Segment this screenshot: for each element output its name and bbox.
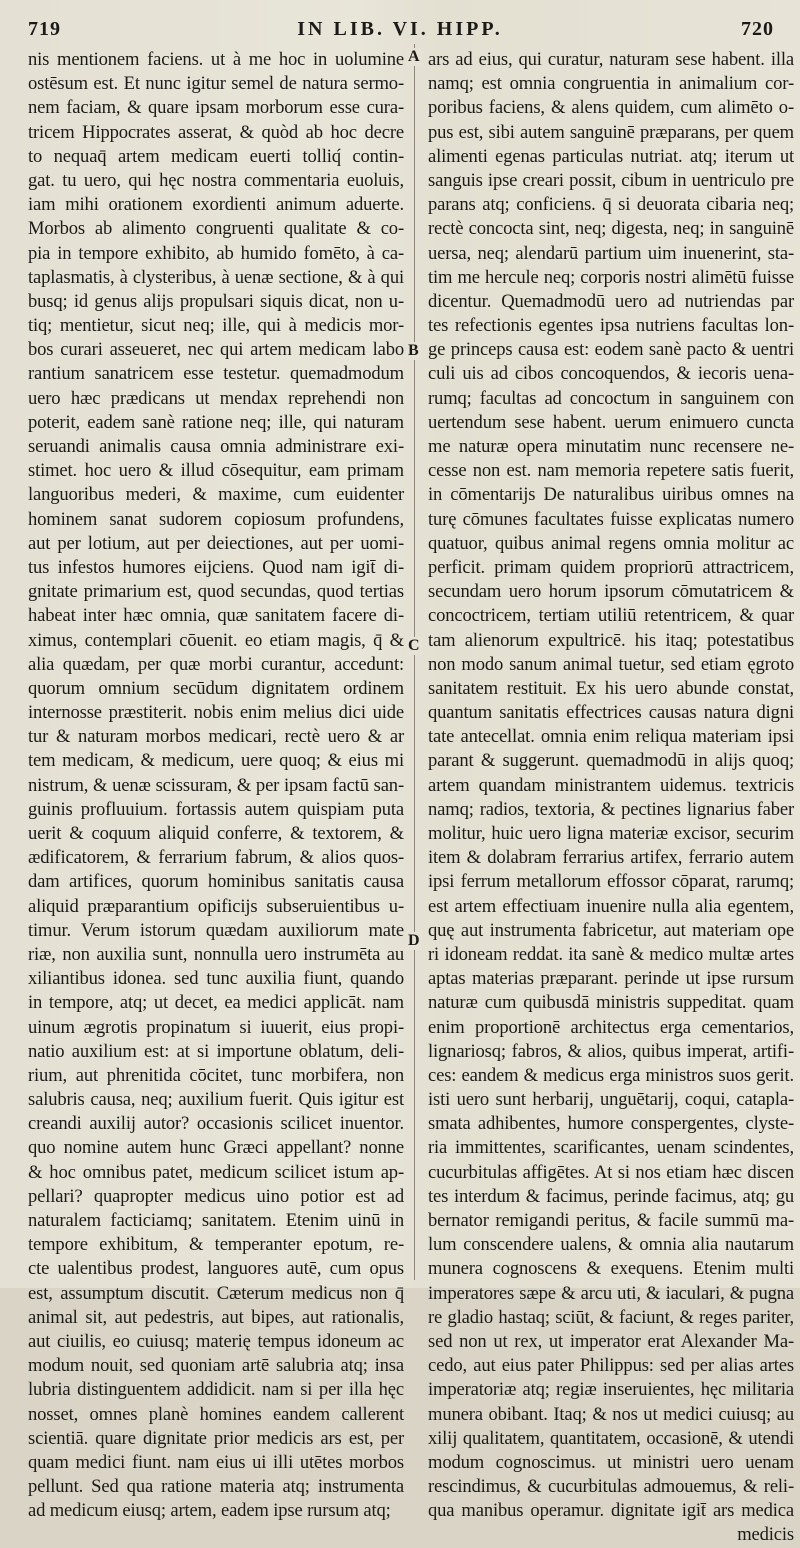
text-line: lignariosq; fabros, & alios, quibus imperat, artifi- [428, 1040, 794, 1062]
text-line: enim proportionē architectus erga cementarios, [428, 1016, 794, 1038]
text-line: lum conscendere ualens, & omnia alia nautarum [428, 1234, 794, 1256]
text-line: naturæ cum quibusdā ministris suppeditat. quam [428, 992, 794, 1014]
text-line: ostēsum est. Et nunc igitur semel de natura sermo- [28, 73, 404, 95]
text-line: quę aut instrumenta fabricetur, aut materiam ope [428, 919, 794, 941]
text-line: bos curari asseueret, nec qui artem medicam labo [28, 339, 404, 361]
text-line: quam medici fiunt. nam eius ui illi utētes morbos [28, 1451, 404, 1473]
text-line: taplasmatis, à clysteribus, à uenæ sectione, & à qui [28, 266, 404, 288]
text-line: poterit, eadem sanè ratione neq; ille, qui naturam [28, 411, 404, 433]
text-line: cesse non est. nam memoria repetere satis fuerit, [428, 460, 794, 482]
text-line: guinis profluuium. fortassis autem quispiam puta [28, 798, 404, 820]
text-line: ximus, contemplari cōuenit. eo etiam magis, q̄ & [28, 629, 404, 651]
text-line: isti uero sunt herbarij, unguētarij, coqui, catapla- [428, 1089, 794, 1111]
text-line: animal sit, aut pedestris, aut bipes, aut rationalis, [28, 1306, 404, 1328]
text-line: seruandi animalis causa omnia administrare exi- [28, 436, 404, 457]
column-divider [414, 44, 415, 1280]
text-line: ri idoneam reddat. ita sanè & medico multæ artes [428, 943, 794, 965]
text-line: quo nomine autem hunc Græci appellant? nonne [28, 1137, 404, 1159]
text-line: tem medicam, & medicum, uere quoq; & eius mi [28, 750, 404, 772]
text-line: rantium sanatricem esse testetur. quemadmodum [28, 363, 404, 385]
text-line: naturalem facticiamq; sanitatem. Etenim uinū in [28, 1210, 404, 1231]
text-line: uertendum sese habent. uerum enimuero cuncta [428, 411, 794, 433]
text-line: sanguis ipse creari possit, cibum in uentriculo pre [428, 169, 794, 191]
text-line: aptas materias præparant. perinde ut ipse rursum [428, 968, 794, 990]
text-line: aut ciuilis, eo cuiusq; materię tempus idoneum ac [28, 1330, 404, 1352]
text-line: rumq; facultas ad concoctum in sanguinem con [428, 387, 794, 409]
text-line: & hoc omnibus patet, medicum scilicet istum ap- [28, 1161, 404, 1183]
text-line: imperatoriæ atq; regiæ inseruientes, hęc militaria [428, 1379, 794, 1401]
margin-marker-c: C [408, 637, 420, 654]
text-line: concoctricem, tertiam utiliū retentricem, & quar [428, 605, 794, 627]
text-line: ria immittentes, scarificantes, uenam scindentes, [428, 1137, 794, 1159]
text-line: non modo sanum animal tuetur, sed etiam ęgroto [428, 653, 794, 675]
text-line: dicentur. Quemadmodū uero ad nutriendas par [428, 290, 794, 312]
text-line: gat. tu uero, qui hęc nostra commentaria euoluis, [28, 169, 404, 191]
right-text-column [428, 48, 794, 1546]
text-line: alimenti egenas particulas nutriat. atq; iterum ut [428, 145, 794, 167]
text-line: rectè concocta sint, neq; digesta, neq; in sanguinē [428, 218, 794, 240]
left-text-column [28, 48, 404, 1522]
text-line: munera obibant. Itaq; & nos ut medici cuiusq; au [428, 1403, 794, 1425]
margin-marker-d: D [408, 932, 420, 949]
text-line: artem quandam ministrantem uidemus. textricis [428, 774, 794, 796]
text-line: est, assumptum discutit. Cæterum medicus non q̄ [28, 1282, 404, 1304]
text-line: tus infestos humores eijciens. Quod nam igit̄ di- [28, 556, 404, 578]
catchword: medicis [737, 1524, 794, 1546]
text-line: uerit & coquum aliquid conferre, & textorem, & [28, 823, 404, 844]
text-line: smata adhibentes, humore conspergentes, clyste- [428, 1113, 794, 1135]
text-line: hominem sanat sudorem copiosum profundens, [28, 508, 404, 530]
text-line: habeat inter hæc omnia, quæ sanitatem facere di- [28, 605, 404, 627]
text-line: lubria distinguentem addidicit. nam si per illa hęc [28, 1379, 404, 1401]
text-line: tes refectionis egentes ipsa nutriens facultas lon- [428, 315, 794, 337]
text-line: dam artifices, quorum hominibus sanitatis causa [28, 871, 404, 893]
text-line: ge princeps causa est: eodem sanè pacto & uentri [428, 339, 794, 361]
text-line: qua manibus operamur. dignitate igit̄ ars medica [428, 1500, 794, 1522]
text-line: stimet. hoc uero & illud cōsequitur, eam primam [28, 460, 404, 482]
text-line: pus est, sibi autem sanguinē præparans, per quem [428, 121, 794, 143]
running-title: IN LIB. VI. HIPP. [297, 18, 503, 40]
text-line: languoribus mederi, & maxime, cum euidenter [28, 484, 404, 506]
text-line: uero hæc prædicans ut mendax reprehendi non [28, 387, 404, 409]
text-line: tempore exhibitum, & temperanter epotum, re- [28, 1234, 404, 1256]
text-line: cucurbitulas affigētes. At si nos etiam hæc discen [428, 1161, 794, 1183]
text-line: munera cognoscens & exequens. Etenim multi [428, 1258, 794, 1280]
text-line: pellari? quapropter medicus uino potior est ad [28, 1185, 404, 1207]
text-line: in tempore, atq; ut decet, ea medici applicāt. nam [28, 992, 404, 1014]
text-line: quantum sanitatis effectrices causas natura digni [428, 702, 794, 724]
text-line: busq; id genus alijs propulsari siquis dicat, non u- [28, 290, 404, 312]
text-line: ad medicum eiusq; artem, eadem ipse rursum atq; [28, 1500, 391, 1522]
text-line: tricem Hippocrates asserat, & quòd ab hoc decre [28, 121, 404, 143]
text-line: salubris causa, neq; auxilium fuerit. Quis igitur est [28, 1089, 404, 1111]
text-line: namq; est omnia congruentia in animalium cor- [428, 73, 794, 95]
text-line: tiq; mentietur, sicut neq; ille, qui à medicis mor- [28, 315, 404, 337]
text-line: molitur, huic uero ligna materiæ excisor, securim [428, 823, 794, 844]
text-line: perficit. primam quidem propriorū attractricem, [428, 556, 794, 578]
text-line: quorum omnium secūdum dignitatem ordinem [28, 677, 404, 699]
text-line: timur. Verum istorum quædam auxiliorum mate [28, 919, 404, 941]
text-line: sed non ut rex, ut imperator erat Alexander Ma- [428, 1330, 794, 1352]
text-line: sanitatem restituit. Ex his uero abunde constat, [428, 677, 794, 699]
text-line: ædificatorem, & ferrarium fabrum, & alios quos- [28, 847, 404, 869]
text-line: to nequaq̄ artem medicam euerti tolliq́ contin- [28, 145, 404, 167]
text-line: riæ, non auxilia sunt, nonnulla uero instrumēta au [28, 943, 404, 965]
text-line: Morbos ab alimento congruenti qualitate & co- [28, 218, 404, 240]
text-line: tur & naturam morbos medicari, rectè uero & ar [28, 726, 404, 748]
text-line: nis mentionem faciens. ut à me hoc in uolumine [28, 49, 404, 70]
text-line: nosset, omnes planè homines eandem callerent [28, 1403, 404, 1425]
text-line: imperatores sæpe & arcu uti, & iaculari, & pugna [428, 1282, 794, 1304]
text-line: bernator remigandi peritus, & facile summū ma- [428, 1210, 794, 1231]
text-line: cte ualentibus prodest, languores autē, cum opus [28, 1258, 404, 1280]
running-head [22, 18, 778, 42]
text-line: tam alienorum expultricē. his itaq; potestatibus [428, 629, 794, 651]
text-line: aut per lotium, aut per deiectiones, aut per uomi- [28, 532, 404, 554]
text-line: natio auxilium est: at si importune oblatum, deli- [28, 1040, 404, 1062]
text-line: rescindimus, & cucurbitulas admouemus, & reli- [428, 1476, 794, 1498]
text-line: iam mihi orationem exordienti animum aduerte. [28, 194, 404, 216]
text-line: nem faciam, & quare ipsam morborum esse cura- [28, 97, 404, 119]
text-line: re gladio hastaq; sciūt, & faciunt, & reges pariter, [428, 1306, 794, 1328]
margin-marker-b: B [408, 342, 419, 359]
text-line: aliquid præparantium opificijs subseruientibus u- [28, 895, 404, 917]
text-line: tim me hercule neq; corporis nostri alimētū fuisse [428, 266, 794, 288]
page-number-right: 720 [741, 18, 774, 40]
text-line: culi uis ad cibos concoquendos, & iecoris uena- [428, 363, 794, 385]
text-line: rium, aut phrenitida cōcitet, tunc morbifera, non [28, 1064, 404, 1086]
text-line: parant & suggerunt. quemadmodū in alijs quoq; [428, 750, 794, 772]
text-line: gnitate primarium est, quod secundas, quod tertias [28, 581, 404, 603]
text-line: ipsi ferrum metallorum effossor cōparat, rarumq; [428, 871, 794, 893]
text-line: ces: eandem & medicus erga ministros suos gerit. [428, 1064, 794, 1086]
text-line: ars ad eius, qui curatur, naturam sese habent. illa [428, 49, 794, 70]
text-line: pellunt. Sed qua ratione materia atq; instrumenta [28, 1476, 404, 1498]
text-line: poribus faciens, & alens quidem, cum alimēto o- [428, 97, 794, 119]
text-line: modum cognoscimus. ut ministri uero uenam [428, 1451, 794, 1473]
text-line: quatuor, quibus animal regens omnia molitur ac [428, 532, 794, 554]
text-line: creandi auxilij autor? occasionis scilicet inuentor. [28, 1113, 404, 1135]
text-line: nistrum, & uenæ scissuram, & per ipsam factū san- [28, 774, 404, 796]
text-line: me naturæ opera minutatim nunc recensere ne- [428, 436, 794, 457]
text-line: namq; radios, textoria, & pectines lignarius faber [428, 798, 794, 820]
text-line: in cōmentarijs De naturalibus uiribus omnes na [428, 484, 794, 506]
margin-marker-a: A [408, 48, 420, 65]
text-line: tate antecellat. omnia enim reliqua materiam ipsi [428, 726, 794, 748]
text-line: uinum ægrotis propinatum si iuuerit, eius propi- [28, 1016, 404, 1038]
text-line: est artem effectiuam inuenire nulla alia egentem, [428, 895, 794, 917]
page-number-left: 719 [28, 18, 61, 40]
text-line: parans atq; conficiens. q̄ si deuorata cibaria neq; [428, 194, 794, 216]
text-line: uersa, neq; alendarū partium uim inuenerint, sta- [428, 242, 794, 264]
text-line: secundam uero horum ipsorum cōmutatricem & [428, 581, 794, 603]
text-line: xilij qualitatem, quantitatem, occasionē, & utendi [428, 1427, 794, 1449]
text-line: turę cōmunes facultates fuisse explicatas numero [428, 508, 794, 530]
text-line: tes interdum & facimus, perinde facimus, atq; gu [428, 1185, 794, 1207]
text-line: cedo, aut eius pater Philippus: sed per alias artes [428, 1355, 794, 1377]
text-line: alia quædam, per quæ morbi curantur, accedunt: [28, 653, 404, 675]
text-line: internosse præstiterit. nobis enim melius dici uide [28, 702, 404, 724]
text-line: xiliantibus idonea. sed tunc auxilia fiunt, quando [28, 968, 404, 990]
text-line: scientiā. quare dignitate prior medicis ars est, per [28, 1427, 404, 1449]
text-line: item & dolabram ferrarius artifex, ferrario autem [428, 847, 794, 869]
text-line: pia in tempore exhibito, ab humido fomēto, à ca- [28, 242, 404, 264]
text-line: modum nouit, sed quoniam artē salubria atq; insa [28, 1355, 404, 1377]
